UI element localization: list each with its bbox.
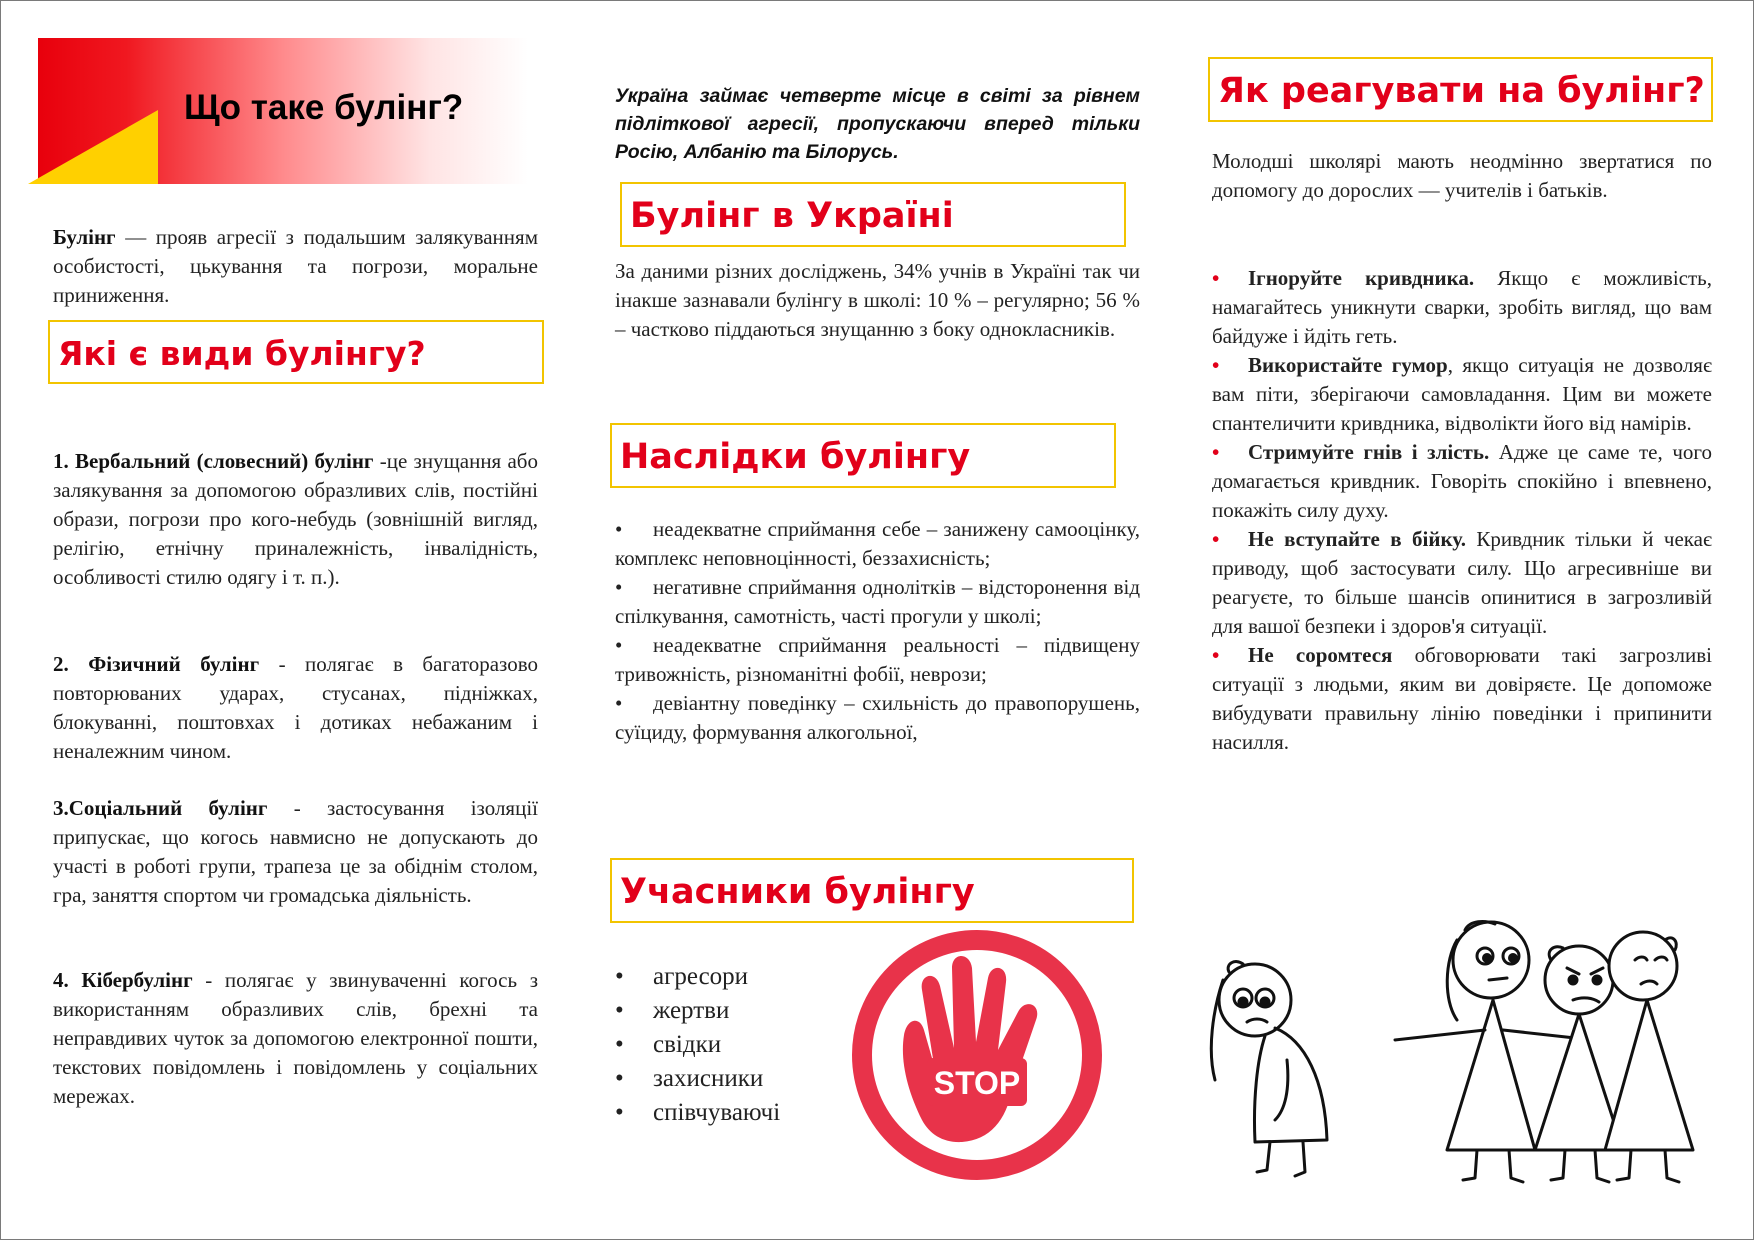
definition-text: — прояв агресії з подальшим залякуванням особистості, цькування та погрози, моральне приниження. — [53, 225, 538, 307]
participant-label: свідки — [653, 1031, 722, 1058]
bullet: • — [615, 1065, 624, 1092]
type-verbal-text: -це знущання або залякування за допомогою образливих слів, постійні образи, погрози про кого-небудь (зовнішній вигляд, релігію, етнічну приналежність, інвалідність, особливості стилю одягу і т. п.). — [53, 449, 538, 589]
type-cyber-text: - полягає у звинуваченні когось з використанням образливих слів, брехні та неправдивих чуток за допомогою електронної пошти, текстових повідомлень і повідомлень у соціальних мережах. — [53, 968, 539, 1108]
type-physical-text: - полягає в багаторазово повторюваних ударах, стусанах, підніжках, блокуванні, поштовхах і дотиках небажаним і неналежним чином. — [53, 652, 538, 763]
stop-hand-icon — [852, 930, 1102, 1180]
advice-term: Використайте гумор — [1248, 353, 1448, 377]
advice-text: , якщо ситуація не дозволяє вам піти, зберігаючи самовладання. Цим ви можете спантеличити кривдника, відволікти його від намірів. — [1212, 353, 1712, 435]
list-item — [615, 689, 1140, 747]
ukraine-intro: Україна займає четверте місце в світі за рівнем підліткової агресії, пропускаючи вперед тільки Росію, Албанію та Білорусь. — [615, 85, 1140, 163]
types-heading: Які є види булінгу? — [48, 320, 544, 384]
list-item — [1212, 351, 1712, 438]
bullet: • — [1212, 440, 1220, 464]
bullet: • — [615, 691, 623, 715]
ukraine-heading: Булінг в Україні — [620, 182, 1126, 247]
type-social-term: 3.Соціальний булінг — [53, 796, 268, 820]
consequences-heading: Наслідки булінгу — [610, 423, 1116, 488]
bullet: • — [1212, 643, 1220, 667]
type-verbal — [53, 447, 538, 592]
list-item — [1212, 438, 1712, 525]
consequence-text: неадекватне сприймання себе – занижену самооцінку, комплекс неповноцінності, беззахисність; — [615, 517, 1140, 570]
type-social-text: - застосування ізоляції припускає, що когось навмисно не допускають до участі в роботі групи, трапеза це за обіднім столом, гра, заняття спортом чи громадська діяльність. — [53, 796, 538, 907]
victim-figure — [1211, 962, 1327, 1176]
advice-text: Кривдник тільки й чекає приводу, щоб застосувати силу. Що агресивніше ви реагуєте, то більше шансів опинитися в загрозливій для вашої безпеки і здоров'я ситуації. — [1212, 527, 1712, 638]
participant-label: жертви — [653, 997, 730, 1024]
bullet: • — [615, 997, 624, 1024]
list-item — [1212, 264, 1712, 351]
stop-label: STOP — [933, 1065, 1021, 1101]
banner-yellow-triangle — [28, 110, 158, 184]
advice-term: Ігноруйте кривдника. — [1248, 266, 1475, 290]
advice-text: Якщо є можливість, намагайтесь уникнути сварки, зробіть вигляд, що вам байдуже і йдіть геть. — [1212, 266, 1713, 348]
advice-term: Стримуйте гнів і злість. — [1248, 440, 1490, 464]
type-verbal-term: 1. Вербальний (словесний) булінг — [53, 449, 374, 473]
ukraine-text: За даними різних досліджень, 34% учнів в Україні так чи інакше зазнавали булінгу в школі: 10 % – регулярно; 56 % – частково піддаються знущанню з боку однокласників. — [615, 259, 1140, 341]
type-physical-term: 2. Фізичний булінг — [53, 652, 260, 676]
definition-term: Булінг — [53, 225, 116, 249]
type-physical — [53, 650, 538, 766]
bullet: • — [615, 517, 623, 541]
list-item — [1212, 641, 1712, 757]
list-item — [615, 994, 835, 1028]
title-banner — [38, 38, 528, 184]
reaction-heading: Як реагувати на булінг? — [1208, 57, 1713, 122]
consequence-text: неадекватне сприймання реальності – підвищену тривожність, різноманітні фобії, неврози; — [615, 633, 1140, 686]
type-cyber-term: 4. Кібербулінг — [53, 968, 193, 992]
advice-list — [1212, 264, 1712, 757]
participant-label: агресори — [653, 963, 749, 990]
bullet: • — [615, 1099, 624, 1126]
bullet: • — [615, 575, 623, 599]
type-cyber — [53, 966, 538, 1111]
advice-text: Адже це саме те, чого домагається кривдник. Говоріть спокійно і впевнено, покажіть силу духу. — [1212, 440, 1712, 522]
consequence-text: негативне сприймання однолітків – відсторонення від спілкування, самотність, часті прогули у школі; — [615, 575, 1140, 628]
advice-text: обговорювати такі загрозливі ситуації з людьми, яким ви довіряєте. Це допоможе вибудувати правильну лінію поведінки і припинити насилля. — [1212, 643, 1712, 754]
participants-heading: Учасники булінгу — [610, 858, 1134, 923]
bully-figure-right — [1605, 932, 1693, 1182]
list-item — [1212, 525, 1712, 641]
reaction-intro: Молодші школярі мають неодмінно звертатися по допомогу до дорослих — учителів і батьків. — [1212, 149, 1712, 202]
bullet: • — [1212, 527, 1220, 551]
type-social — [53, 794, 538, 910]
participant-label: захисники — [653, 1065, 764, 1092]
bullet: • — [1212, 266, 1220, 290]
list-item — [615, 1028, 835, 1062]
bullet: • — [615, 963, 624, 990]
list-item — [615, 960, 835, 994]
participant-label: співчуваючі — [653, 1099, 781, 1126]
list-item — [615, 515, 1140, 573]
page-title: Що таке булінг? — [184, 88, 464, 127]
definition-paragraph — [53, 223, 538, 310]
bullet: • — [1212, 353, 1220, 377]
consequences-list — [615, 515, 1140, 747]
bullet: • — [615, 633, 623, 657]
list-item — [615, 631, 1140, 689]
participants-list — [615, 960, 835, 1130]
list-item — [615, 1096, 835, 1130]
advice-term: Не вступайте в бійку. — [1248, 527, 1466, 551]
bullet: • — [615, 1031, 624, 1058]
list-item — [615, 1062, 835, 1096]
consequence-text: девіантну поведінку – схильність до правопорушень, суїциду, формування алкогольної, — [615, 691, 1140, 744]
bullying-illustration — [1195, 920, 1735, 1190]
advice-term: Не соромтеся — [1248, 643, 1393, 667]
list-item — [615, 573, 1140, 631]
